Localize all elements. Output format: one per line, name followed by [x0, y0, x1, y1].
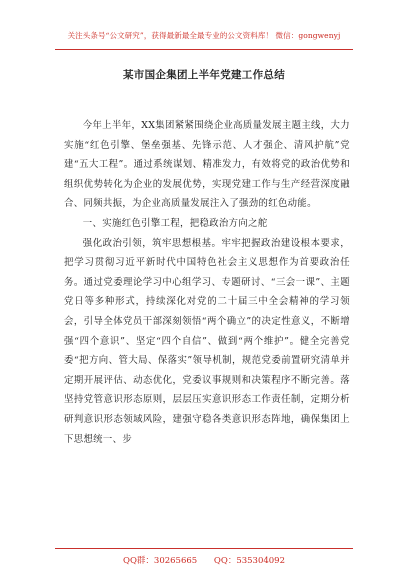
document-body [64, 116, 350, 449]
footer-qq: QQ：535304092 [213, 556, 285, 566]
intro-paragraph: 今年上半年，XX集团紧紧围绕企业高质量发展主题主线，大力实施“红色引擎、堡垒强基、先锋示范、人才强企、清风护航”党建“五大工程”。通过系统谋划、精准发力，有效将党的政治优势和组织优势转化为企业的发展优势，实现党建工作与生产经营深度融合、同频共振，为企业高质量发展注入了强劲的红色动能。 [64, 120, 350, 210]
footer-divider [55, 548, 353, 549]
header-promo-note: 关注头条号“公文研究”，获得最新最全最专业的公文资料库！ 微信：gongwenyj [67, 31, 341, 40]
footer-qq-group: QQ群：30265665 [122, 556, 198, 566]
footer-contact [0, 554, 408, 566]
section-heading-1: 一、实施红色引擎工程，把稳政治方向之舵 [82, 217, 268, 229]
body-paragraph: 强化政治引领，筑牢思想根基。牢牢把握政治建设根本要求，把学习贯彻习近平新时代中国特色社会主义思想作为首要政治任务。通过党委理论学习中心组学习、专题研讨、“三会一课”、主题党日等多种形式，持续深化对党的二十届三中全会精神的学习领会，引导全体党员干部深刻领悟“两个确立”的决定性意义，不断增强“四个意识”、坚定“四个自信”、做到“两个维护”。健全完善党委“把方向、管大局、保落实”领导机制，规范党委前置研究清单并定期开展评估、动态优化，党委议事规则和决策程序不断完善。落坚持党管意识形态原则，层层压实意识形态工作责任制，定期分析研判意识形态领域风险，建强守稳各类意识形态阵地，确保集团上下思想统一、步 [64, 237, 350, 445]
document-title: 某市国企集团上半年党建工作总结 [123, 69, 285, 81]
header-divider [55, 49, 353, 50]
